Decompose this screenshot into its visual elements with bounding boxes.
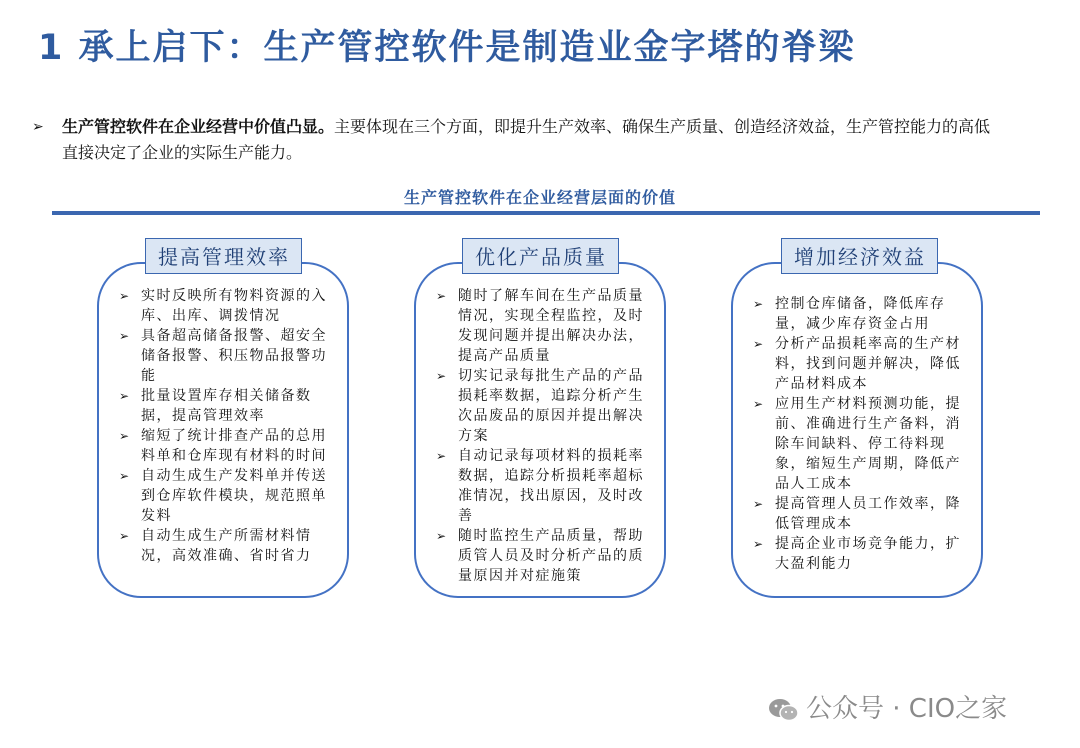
card-title-product-quality: 优化产品质量 bbox=[462, 238, 619, 274]
arrow-bullet-icon: ➢ bbox=[436, 449, 448, 463]
list-item: ➢ 控制仓库储备，降低库存量，减少库存资金占用 bbox=[753, 296, 946, 332]
divider-line bbox=[52, 211, 1040, 215]
list-item: ➢ 批量设置库存相关储备数据，提高管理效率 bbox=[119, 388, 312, 424]
arrow-bullet-icon: ➢ bbox=[753, 537, 765, 551]
list-item: ➢ 具备超高储备报警、超安全储备报警、积压物品报警功能 bbox=[119, 328, 327, 384]
list-item: ➢ 随时监控生产品质量，帮助质管人员及时分析产品的质量原因并对症施策 bbox=[436, 528, 644, 584]
list-item: ➢ 分析产品损耗率高的生产材料，找到问题并解决，降低产品材料成本 bbox=[753, 336, 961, 392]
list-item: ➢ 切实记录每批生产品的产品损耗率数据，追踪分析产生次品废品的原因并提出解决方案 bbox=[436, 368, 644, 444]
watermark bbox=[768, 688, 1007, 725]
arrow-bullet-icon: ➢ bbox=[436, 289, 448, 303]
list-item: ➢ 实时反映所有物料资源的入库、出库、调拨情况 bbox=[119, 288, 327, 324]
card-item-list bbox=[436, 286, 650, 586]
card-economic-benefit bbox=[731, 262, 983, 598]
arrow-bullet-icon: ➢ bbox=[436, 529, 448, 543]
list-item: ➢ 自动生成生产所需材料情况，高效准确、省时省力 bbox=[119, 528, 312, 564]
wechat-icon bbox=[768, 697, 800, 723]
card-management-efficiency bbox=[97, 262, 349, 598]
list-item: ➢ 随时了解车间在生产品质量情况，实现全程监控，及时发现问题并提出解决办法，提高产品质量 bbox=[436, 288, 644, 364]
arrow-bullet-icon: ➢ bbox=[119, 329, 131, 343]
page-title: 1 承上启下：生产管控软件是制造业金字塔的脊梁 bbox=[38, 28, 856, 68]
arrow-bullet-icon: ➢ bbox=[32, 119, 44, 135]
arrow-bullet-icon: ➢ bbox=[436, 369, 448, 383]
intro-body: 主要体现在三个方面，即提升生产效率、确保生产质量、创造经济效益，生产管控能力的高低直接决定了企业的实际生产能力。 bbox=[62, 117, 991, 162]
arrow-bullet-icon: ➢ bbox=[119, 529, 131, 543]
card-title-economic-benefit: 增加经济效益 bbox=[781, 238, 938, 274]
section-subtitle: 生产管控软件在企业经营层面的价值 bbox=[403, 188, 676, 207]
watermark-text: 公众号 · CIO之家 bbox=[806, 694, 1008, 724]
arrow-bullet-icon: ➢ bbox=[753, 337, 765, 351]
list-item: ➢ 提高企业市场竞争能力，扩大盈利能力 bbox=[753, 536, 961, 572]
arrow-bullet-icon: ➢ bbox=[753, 397, 765, 411]
arrow-bullet-icon: ➢ bbox=[119, 389, 131, 403]
card-product-quality bbox=[414, 262, 666, 598]
arrow-bullet-icon: ➢ bbox=[753, 497, 765, 511]
arrow-bullet-icon: ➢ bbox=[753, 297, 765, 311]
list-item: ➢ 自动记录每项材料的损耗率数据，追踪分析损耗率超标准情况，找出原因，及时改善 bbox=[436, 448, 644, 524]
card-title-management-efficiency: 提高管理效率 bbox=[145, 238, 302, 274]
card-item-list bbox=[753, 294, 967, 574]
arrow-bullet-icon: ➢ bbox=[119, 469, 131, 483]
card-item-list bbox=[119, 286, 333, 566]
intro-highlight: 生产管控软件在企业经营中价值凸显。 bbox=[62, 117, 335, 136]
list-item: ➢ 应用生产材料预测功能，提前、准确进行生产备料，消除车间缺料、停工待料现象，缩短生产周期，降低产品人工成本 bbox=[753, 396, 961, 492]
list-item: ➢ 自动生成生产发料单并传送到仓库软件模块，规范照单发料 bbox=[119, 468, 327, 524]
list-item: ➢ 提高管理人员工作效率，降低管理成本 bbox=[753, 496, 961, 532]
list-item: ➢ 缩短了统计排查产品的总用料单和仓库现有材料的时间 bbox=[119, 428, 327, 464]
intro-paragraph bbox=[32, 114, 992, 166]
arrow-bullet-icon: ➢ bbox=[119, 429, 131, 443]
arrow-bullet-icon: ➢ bbox=[119, 289, 131, 303]
